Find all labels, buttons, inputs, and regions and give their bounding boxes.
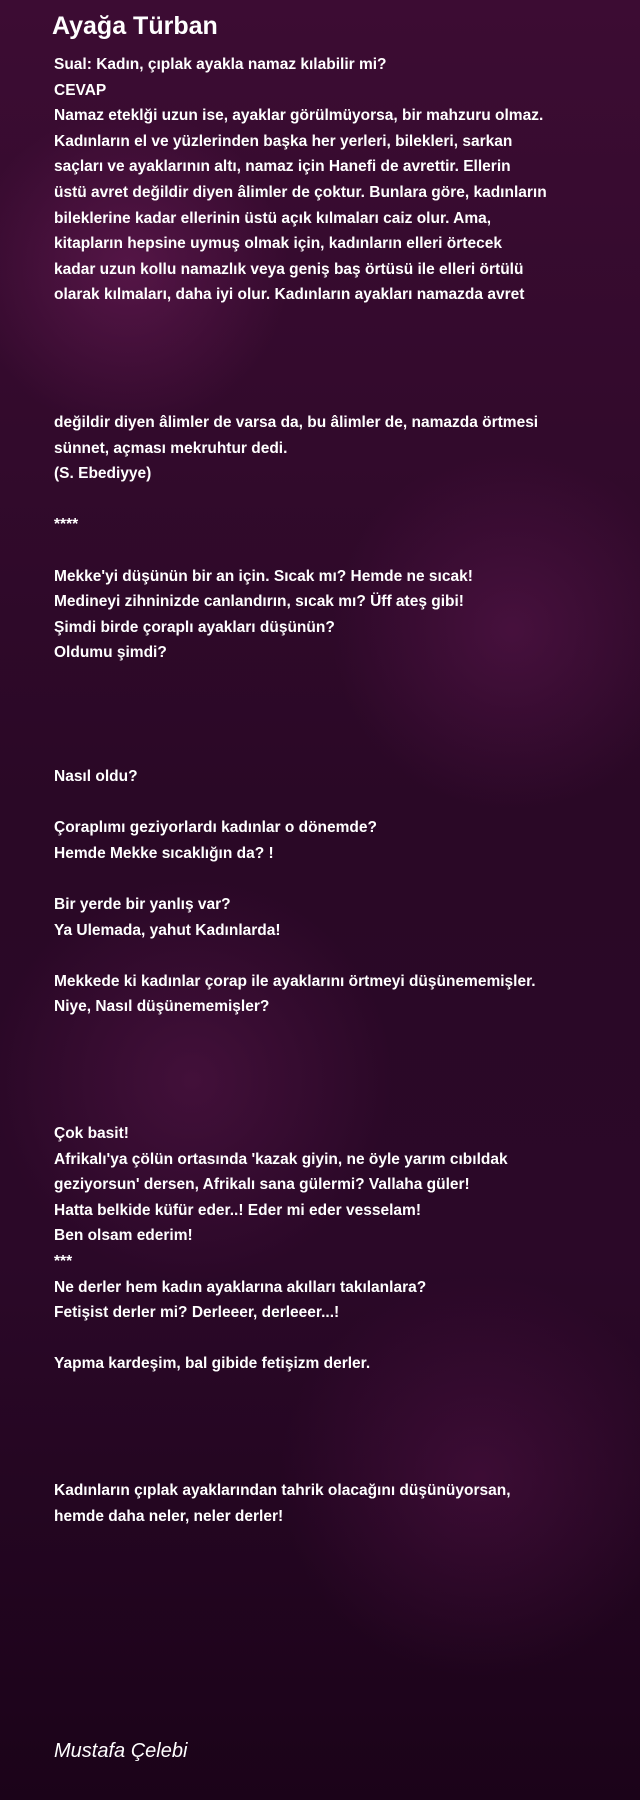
- poem-author: Mustafa Çelebi: [54, 1740, 188, 1762]
- poem-block-3: Nasıl oldu? Çoraplımı geziyorlardı kadınlar o dönemde? Hemde Mekke sıcaklığın da? ! Bir yerde bir yanlış var? Ya Ulemada, yahut Kadınlarda! Mekkede ki kadınlar çorap ile ayaklarını örtmeyi düşünememişler. Niye, Nasıl düşünememişler?: [54, 768, 536, 1016]
- poem-title: Ayağa Türban: [52, 12, 218, 40]
- poem-block-2: değildir diyen âlimler de varsa da, bu âlimler de, namazda örtmesi sünnet, açması mekruhtur dedi. (S. Ebediyye) **** Mekke'yi düşünün bir an için. Sıcak mı? Hemde ne sıcak! Medineyi zihninizde canlandırın, sıcak mı? Üff ateş gibi! Şimdi birde çoraplı ayakları düşünün? Oldumu şimdi?: [54, 414, 539, 662]
- poem-block-5: Kadınların çıplak ayaklarından tahrik olacağını düşünüyorsan, hemde daha neler, neler derler!: [54, 1482, 511, 1525]
- poem-block-4: Çok basit! Afrikalı'ya çölün ortasında 'kazak giyin, ne öyle yarım cıbıldak geziyorsun' dersen, Afrikalı sana gülermi? Vallaha güler! Hatta belkide küfür eder..! Eder mi eder vesselam! Ben olsam ederim! *** Ne derler hem kadın ayaklarına akılları takılanlara? Fetişist derler mi? Derleeer, derleeer...! Yapma kardeşim, bal gibide fetişizm derler.: [54, 1125, 508, 1373]
- poem-block-1: Sual: Kadın, çıplak ayakla namaz kılabilir mi? CEVAP Namaz eteklği uzun ise, ayaklar görülmüyorsa, bir mahzuru olmaz. Kadınların el ve yüzlerinden başka her yerleri, bilekleri, sarkan saçları ve ayaklarının altı, namaz için Hanefi de avrettir. Ellerin üstü avret değildir diyen âlimler de çoktur. Bunlara göre, kadınların bileklerine kadar ellerinin üstü açık kılmaları caiz olur. Ama, kitapların hepsine uymuş olmak için, kadınların elleri örtecek kadar uzun kollu namazlık veya geniş baş örtüsü ile elleri örtülü olarak kılmaları, daha iyi olur. Kadınların ayakları namazda avret: [54, 56, 547, 304]
